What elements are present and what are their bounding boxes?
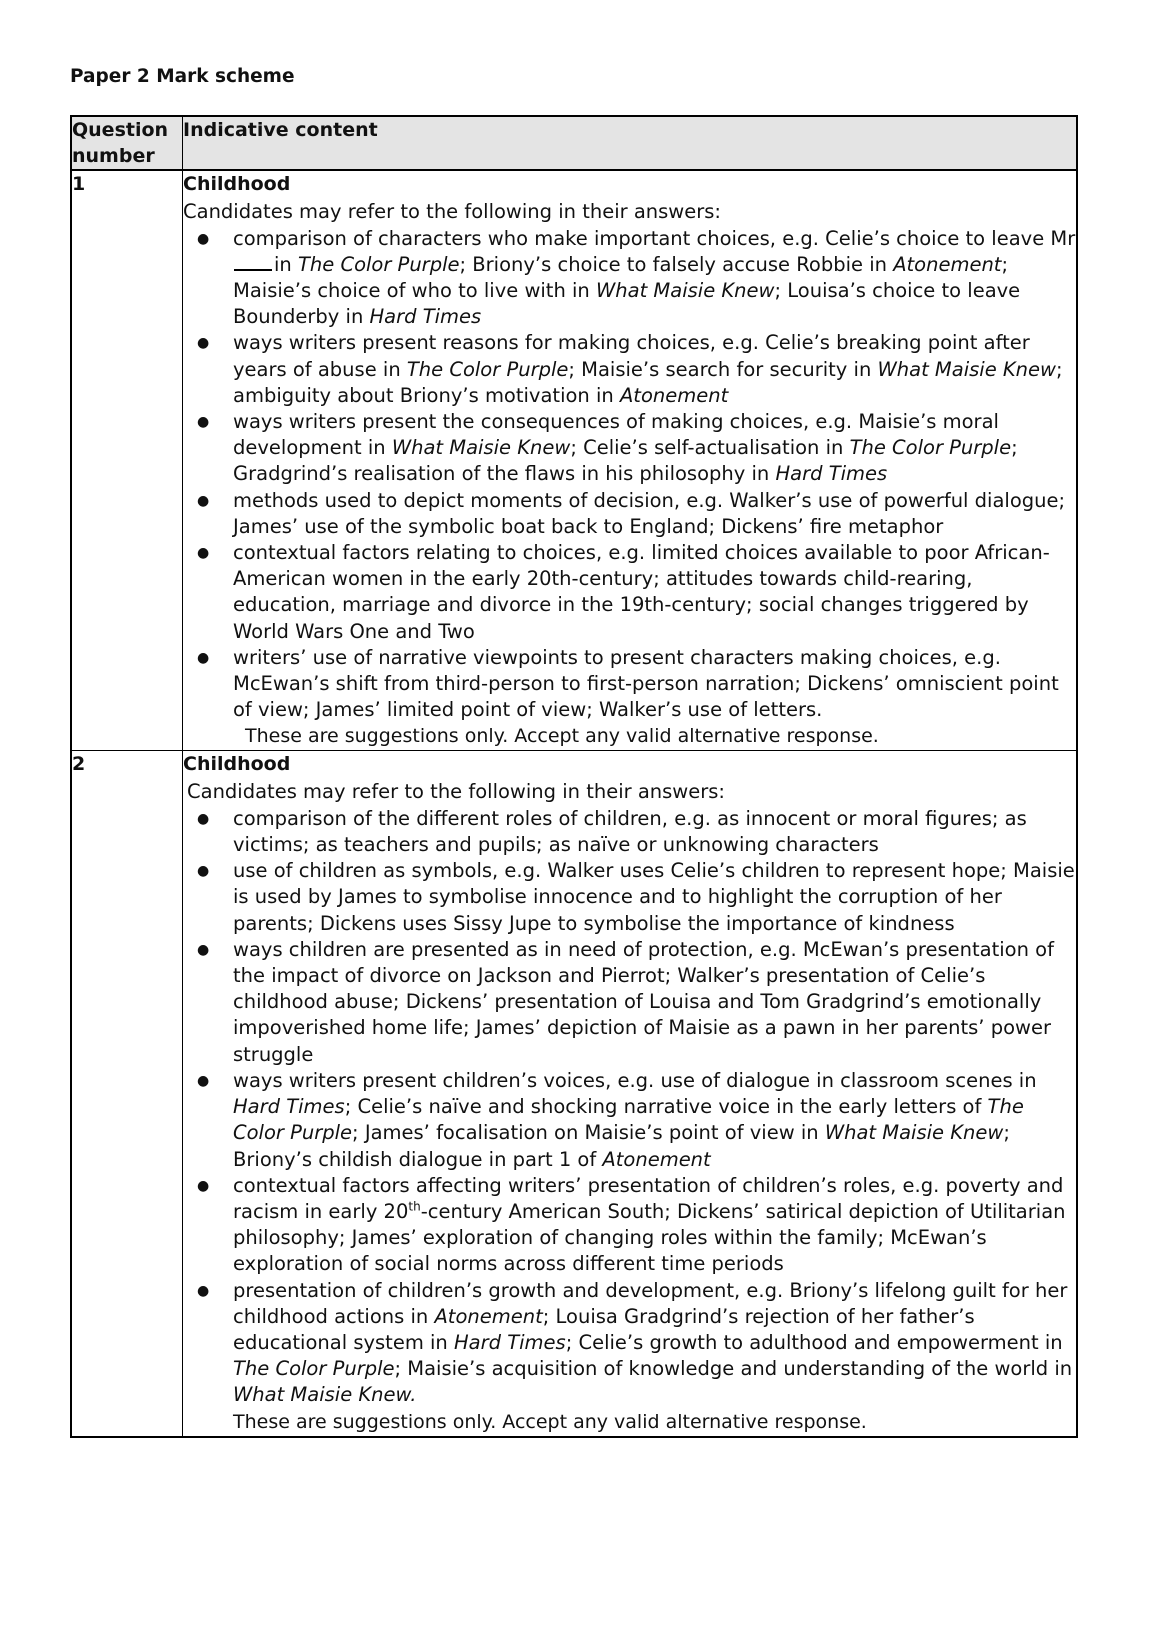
title-italic: What Maisie Knew — [391, 436, 571, 460]
table-row — [71, 751, 1077, 1437]
bullet-icon: ● — [197, 810, 210, 827]
title-italic: What Maisie Knew. — [233, 1383, 417, 1407]
bullet-item: ● use of children as symbols, e.g. Walker uses Celie’s children to represent hope; Maisie is used by James to symbolise innocence and to highlight the corruption of her parents; Dickens uses Sissy Jupe to symbolise the importance of kindness — [197, 859, 1075, 935]
title-italic: Hard Times — [775, 462, 888, 486]
intro-text: Candidates may refer to the following in their answers: — [187, 780, 726, 804]
title-italic: What Maisie Knew — [877, 357, 1056, 381]
bullet-icon: ● — [197, 1177, 210, 1194]
title-italic: Hard Times — [454, 1330, 566, 1354]
bullet-icon: ● — [197, 649, 210, 666]
title-italic: The Color Purple — [297, 252, 460, 276]
title-italic: What Maisie Knew — [596, 278, 775, 302]
title-italic: The Color Purple — [233, 1357, 395, 1381]
superscript: th — [408, 1199, 421, 1214]
page-title: Paper 2 Mark scheme — [70, 66, 295, 87]
title-italic: Hard Times — [369, 305, 482, 329]
bullet-item: ● comparison of characters who make important choices, e.g. Celie’s choice to leave Mrin The Color Purple; Briony’s choice to falsely accuse Robbie in Atonement; Maisie’s choice of who to live with in What Maisie Knew; Louisa’s choice to leave Bounderby in Hard Times — [197, 226, 1076, 329]
indicative-content-cell — [183, 751, 1078, 1437]
title-italic: The Color Purple — [233, 1095, 1024, 1145]
table-row — [71, 170, 1077, 751]
title-italic: The Color Purple — [406, 357, 569, 381]
bullet-item: ● contextual factors relating to choices, e.g. limited choices available to poor African-American women in the early 20th-century; attitudes towards child-rearing, education, marriage and divorce in the 19th-century; social changes triggered by World Wars One and Two — [197, 540, 1050, 643]
intro-text: Candidates may refer to the following in their answers: — [183, 200, 722, 223]
table-header-row — [71, 116, 1077, 170]
bullet-icon: ● — [197, 335, 210, 352]
question-number: 1 — [71, 170, 183, 751]
bullet-icon: ● — [197, 492, 210, 509]
question-number: 2 — [71, 751, 183, 1437]
bullet-icon: ● — [197, 544, 210, 561]
suggestions-note: These are suggestions only. Accept any valid alternative response. — [245, 725, 879, 748]
bullet-item: ● ways writers present children’s voices, e.g. use of dialogue in classroom scenes in Hard Times; Celie’s naïve and shocking narrative voice in the early letters of The Color Purple; James’ focalisation on Maisie’s point of view in What Maisie Knew; Briony’s childish dialogue in part 1 of Atonement — [197, 1068, 1037, 1171]
bullet-item: ● ways children are presented as in need of protection, e.g. McEwan’s presentation of the impact of divorce on Jackson and Pierrot; Walker’s presentation of Celie’s childhood abuse; Dickens’ presentation of Louisa and Tom Gradgrind’s emotionally impoverished home life; James’ depiction of Maisie as a pawn in her parents’ power struggle — [197, 937, 1054, 1066]
blank-line — [234, 253, 272, 271]
title-italic: Atonement — [619, 383, 729, 407]
bullet-item: ● presentation of children’s growth and development, e.g. Briony’s lifelong guilt for her childhood actions in Atonement; Louisa Gradgrind’s rejection of her father’s educational system in Hard Times; Celie’s growth to adulthood and empowerment in The Color Purple; Maisie’s acquisition of knowledge and understanding of the world in What Maisie Knew. — [197, 1278, 1073, 1407]
bullet-icon: ● — [197, 941, 210, 958]
bullet-icon: ● — [197, 230, 210, 247]
bullet-item: ● ways writers present the consequences of making choices, e.g. Maisie’s moral development in What Maisie Knew; Celie’s self-actualisation in The Color Purple; Gradgrind’s realisation of the flaws in his philosophy in Hard Times — [197, 409, 1018, 486]
bullet-item: ● contextual factors affecting writers’ presentation of children’s roles, e.g. poverty and racism in early 20th-century American South; Dickens’ satirical depiction of Utilitarian philosophy; James’ exploration of changing roles within the family; McEwan’s exploration of social norms across different time periods — [197, 1173, 1066, 1276]
bullet-list — [183, 226, 1076, 724]
theme-heading: Childhood — [183, 753, 291, 776]
bullet-item: ● ways writers present reasons for making choices, e.g. Celie’s breaking point after years of abuse in The Color Purple; Maisie’s search for security in What Maisie Knew; ambiguity about Briony’s motivation in Atonement — [197, 331, 1063, 407]
mark-scheme-table — [70, 115, 1078, 1438]
bullet-list — [183, 806, 1076, 1409]
bullet-item: ● comparison of the different roles of children, e.g. as innocent or moral figures; as victims; as teachers and pupils; as naïve or unknowing characters — [197, 806, 1027, 857]
title-italic: Atonement — [893, 252, 1002, 276]
title-italic: Atonement — [602, 1147, 711, 1171]
bullet-item: ● methods used to depict moments of decision, e.g. Walker’s use of powerful dialogue; James’ use of the symbolic boat back to England; Dickens’ fire metaphor — [197, 488, 1066, 538]
bullet-icon: ● — [197, 1072, 210, 1089]
title-italic: The Color Purple — [849, 436, 1012, 460]
bullet-icon: ● — [197, 413, 210, 430]
header-indicative-content: Indicative content — [183, 116, 1078, 170]
title-italic: Atonement — [434, 1304, 543, 1328]
theme-heading: Childhood — [183, 173, 291, 195]
bullet-icon: ● — [197, 1282, 210, 1299]
title-italic: Hard Times — [233, 1095, 345, 1119]
indicative-content-cell — [183, 170, 1078, 751]
suggestions-note: These are suggestions only. Accept any valid alternative response. — [233, 1410, 867, 1433]
header-question-number: Question number — [71, 116, 183, 170]
title-italic: What Maisie Knew — [824, 1121, 1004, 1145]
bullet-item: ● writers’ use of narrative viewpoints to present characters making choices, e.g. McEwan’s shift from third-person to first-person narration; Dickens’ omniscient point of view; James’ limited point of view; Walker’s use of letters. — [197, 645, 1059, 722]
bullet-icon: ● — [197, 863, 210, 880]
